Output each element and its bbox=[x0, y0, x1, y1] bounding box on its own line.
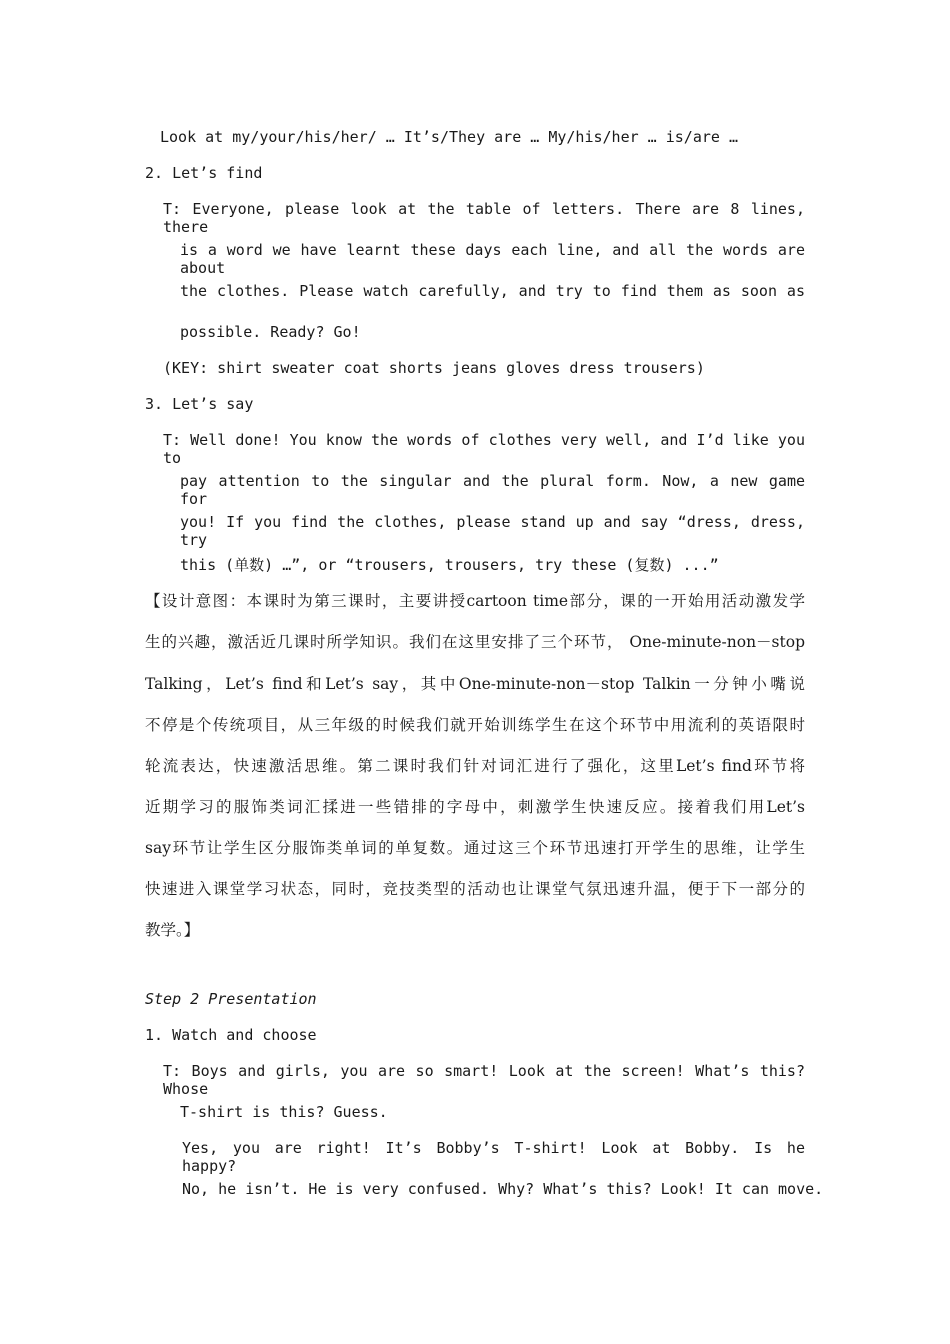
design-intent-line-6: 近期学习的服饰类词汇揉进一些错排的字母中，刺激学生快速反应。接着我们用Let’s bbox=[145, 798, 805, 816]
design-intent-line-9: 教学。】 bbox=[145, 921, 200, 939]
design-intent-line-5: 轮流表达，快速激活思维。第二课时我们针对词汇进行了强化，这里Let’s find环节将 bbox=[145, 757, 805, 775]
design-intent-line-4: 不停是个传统项目，从三年级的时候我们就开始训练学生在这个环节中用流利的英语限时 bbox=[145, 716, 805, 734]
lets-say-line-4: this (单数) …”, or “trousers, trousers, try these (复数) ...” bbox=[180, 556, 719, 574]
game-sentence-patterns: Look at my/your/his/her/ … It’s/They are … My/his/her … is/are … bbox=[160, 128, 738, 146]
design-intent-line-2: 生的兴趣，激活近几课时所学知识。我们在这里安排了三个环节， One-minute-non－stop bbox=[145, 633, 805, 651]
design-intent-line-8: 快速进入课堂学习状态，同时，竞技类型的活动也让课堂气氛迅速升温，便于下一部分的 bbox=[145, 880, 805, 898]
lets-say-line-3: you! If you find the clothes, please stand up and say “dress, dress, try bbox=[180, 513, 805, 549]
lets-find-line-4: possible. Ready? Go! bbox=[180, 323, 361, 341]
answer-key: (KEY: shirt sweater coat shorts jeans gloves dress trousers) bbox=[163, 359, 705, 377]
lets-find-line-1: T: Everyone, please look at the table of letters. There are 8 lines, there bbox=[163, 200, 805, 236]
presentation-line-3: Yes, you are right! It’s Bobby’s T-shirt! Look at Bobby. Is he happy? bbox=[182, 1139, 805, 1175]
lets-say-heading: 3. Let’s say bbox=[145, 395, 254, 413]
design-intent-line-1: 【设计意图：本课时为第三课时，主要讲授cartoon time部分，课的一开始用活动激发学 bbox=[145, 592, 805, 610]
lets-say-line-2: pay attention to the singular and the plural form. Now, a new game for bbox=[180, 472, 805, 508]
presentation-line-4: No, he isn’t. He is very confused. Why? What’s this? Look! It can move. bbox=[182, 1180, 824, 1198]
watch-and-choose-heading: 1. Watch and choose bbox=[145, 1026, 317, 1044]
design-intent-line-7: say环节让学生区分服饰类单词的单复数。通过这三个环节迅速打开学生的思维，让学生 bbox=[145, 839, 805, 857]
lets-find-heading: 2. Let’s find bbox=[145, 164, 263, 182]
lets-say-line-1: T: Well done! You know the words of clothes very well, and I’d like you to bbox=[163, 431, 805, 467]
step-2-title: Step 2 Presentation bbox=[145, 990, 317, 1008]
presentation-line-1: T: Boys and girls, you are so smart! Look at the screen! What’s this? Whose bbox=[163, 1062, 805, 1098]
design-intent-line-3: Talking，Let’s find和Let’s say，其中One-minute-non－stop Talkin一分钟小嘴说 bbox=[145, 675, 805, 693]
lets-find-line-3: the clothes. Please watch carefully, and try to find them as soon as bbox=[180, 282, 805, 300]
presentation-line-2: T-shirt is this? Guess. bbox=[180, 1103, 388, 1121]
lets-find-line-2: is a word we have learnt these days each line, and all the words are about bbox=[180, 241, 805, 277]
